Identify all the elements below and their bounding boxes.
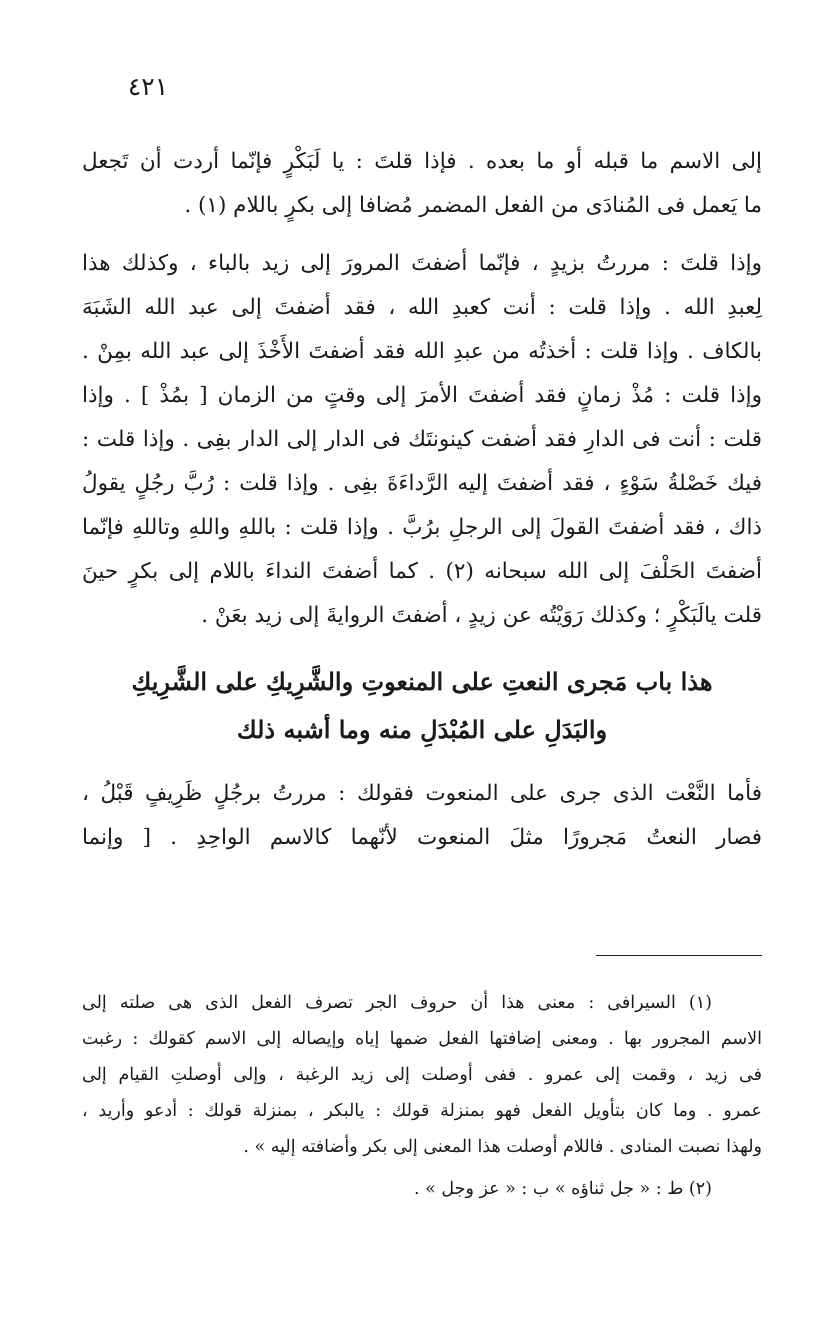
chapter-heading-line: هذا باب مَجرى النعتِ على المنعوتِ والشَّرِيكِ على الشَّرِيكِ [131,667,713,696]
chapter-heading [82,658,762,754]
text-line: قلت يالَبَكْرٍ ؛ وكذلك رَوَيْتُه عن زيدٍ ، أضفتَ الروايةَ إلى زيد بعَنْ . [201,603,762,628]
footnote-line: ولهذا نصبت المنادى . فاللام أوصلت هذا المعنى إلى بكر وأضافته إليه » . [243,1137,762,1157]
text-line: بالكاف . وإذا قلت : أخذتُه من عبدِ الله فقد أضفتَ الأَخْذَ إلى عبد الله بمِنْ . [82,339,762,364]
text-line: ما يَعمل فى المُنادَى من الفعل المضمر مُضافا إلى بكرٍ باللام (١) . [184,193,762,218]
footnotes [82,985,762,1207]
footnote-line: (١) السيرافى : معنى هذا أن حروف الجر تصرف الفعل الذى هى صلته إلى [82,993,712,1013]
footnote-separator [596,955,762,956]
footnote-1 [82,985,762,1165]
text-line: فأما النَّعْت الذى جرى على المنعوت فقولك : مررتُ برجُلٍ ظَرِيفٍ قَبْلُ ، [82,781,762,806]
text-line: وإذا قلتَ : مررتُ بزيدٍ ، فإنّما أضفتَ المرورَ إلى زيد بالباء ، وكذلك هذا [82,251,762,276]
text-line: لِعبدِ الله . وإذا قلت : أنت كعبدِ الله ، فقد أضفتَ إلى عبد الله الشَبَهَ [82,295,762,320]
text-line: وإذا قلت : مُذْ زمانٍ فقد أضفتَ الأمرَ إلى وقتٍ من الزمان [ بمُذْ ] . وإذا [82,383,762,408]
text-line: إلى الاسم ما قبله أو ما بعده . فإذا قلتَ : يا لَبَكْرٍ فإنّما أردت أن تَجعل [82,149,762,174]
text-line: قلت : أنت فى الدارِ فقد أضفت كينونتَك فى الدار إلى الدار بفِى . وإذا قلت : [82,427,762,452]
text-line: ذاك ، فقد أضفتَ القولَ إلى الرجلِ برُبَّ . وإذا قلت : باللهِ واللهِ وتاللهِ فإنّما [82,515,762,540]
text-line: فيك خَصْلةُ سَوْءٍ ، فقد أضفتَ إليه الرَّداءَةَ بفِى . وإذا قلت : رُبَّ رجُلٍ يقولُ [82,471,762,496]
page-number: ٤٢١ [127,72,169,101]
main-text [82,140,762,874]
text-line: أضفتَ الحَلْفَ إلى الله سبحانه (٢) . كما أضفتَ النداءَ باللام إلى بكرٍ حينَ [82,559,762,584]
footnote-line: عمرو . وما كان بتأويل الفعل فهو بمنزلة قولك : يالبكر ، بمنزلة قولك : أدعو وأريد ، [82,1101,762,1121]
footnote-line: الاسم المجرور بها . ومعنى إضافتها الفعل ضمها إياه وإيصاله إلى الاسم كقولك : رغبت [82,1029,762,1049]
footnote-2 [82,1171,762,1207]
paragraph-2 [82,242,762,638]
text-line: فصار النعتُ مَجرورًا مثلَ المنعوت لأنّهما كالاسم الواحِدِ . [ وإنما [82,825,762,850]
paragraph-3 [82,772,762,860]
chapter-heading-line: والبَدَلِ على المُبْدَلِ منه وما أشبه ذلك [236,715,608,744]
footnote-line: (٢) ط : « جل ثناؤه » ب : « عز وجل » . [413,1179,712,1199]
footnote-line: فى زيد ، وقمت إلى عمرو . ففى أوصلت إلى زيد الرغبة ، وإلى أوصلتِ القيام إلى [82,1065,762,1085]
paragraph-1 [82,140,762,228]
